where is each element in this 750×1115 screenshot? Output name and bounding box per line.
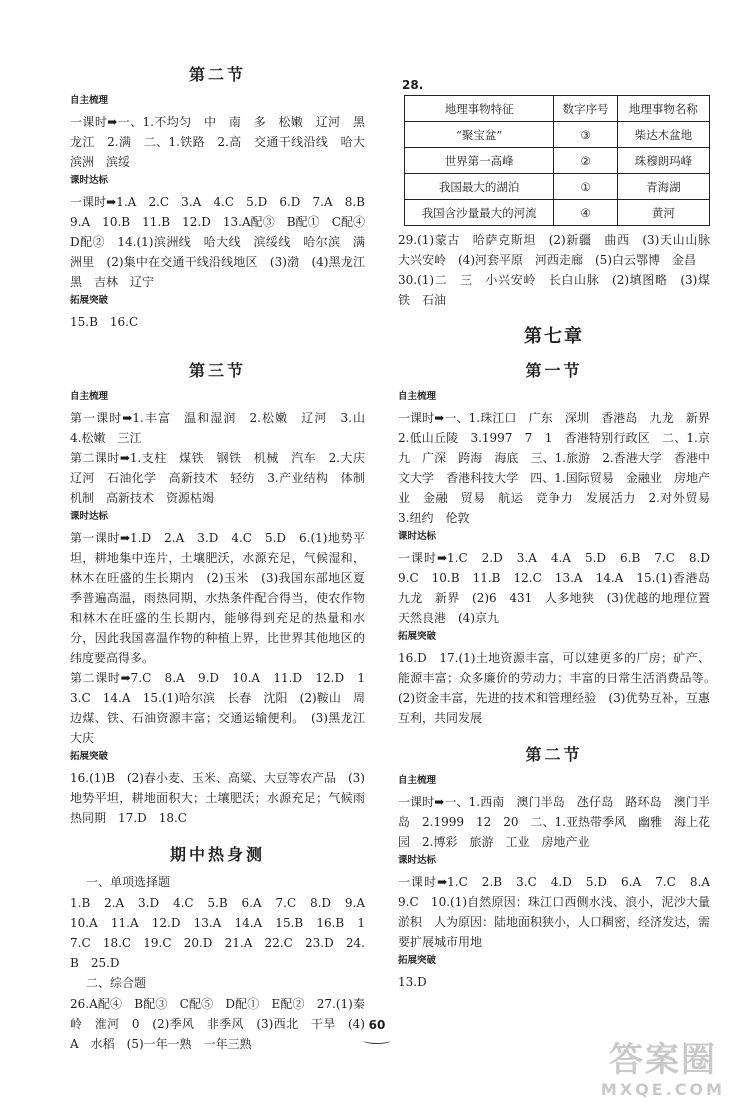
table-row [405,174,710,200]
answer-paragraph: 15.B 16.C [70,315,139,329]
answer-paragraph: 第二课时➡7.C 8.A 9.D 10.A 11.D 12.D 13.C 14.A 15.(1)哈尔滨 长春 沈阳 (2)鞍山 周边煤、铁、石油资源丰富；交通运输便利。 (3)黑龙江 大庆 [70,671,378,745]
subhead-keshi: 课时达标 [398,531,437,542]
answer-paragraph: 29.(1)蒙古 哈萨克斯坦 (2)新疆 曲西 (3)天山山脉 大兴安岭 (4)河套平原 河西走廊 (5)白云鄂博 金昌 [398,233,723,267]
answer-paragraph: 一课时➡1.C 2.B 3.C 4.D 5.D 6.A 7.C 8.A 9.C 10.(1)自然原因：珠江口西侧水浅、浪小，泥沙大量淤积 人为原因：陆地面积狭小，人口稠密，经济发达，需要扩展城市用地 [398,875,723,949]
subhead-tuozhan: 拓展突破 [398,631,437,642]
subhead-tuozhan: 拓展突破 [70,295,109,306]
table-cell: ③ [554,122,617,148]
table-cell: 我国含沙量最大的河流 [405,200,554,226]
subhead-zizhu: 自主梳理 [398,775,437,786]
answer-paragraph: 30.(1)二 三 小兴安岭 长白山脉 (2)填图略 (3)煤 铁 石油 [398,273,723,307]
table-row [405,122,710,148]
subhead-zizhu: 自主梳理 [398,391,437,402]
page-number: 60 [368,1018,386,1032]
subhead-zizhu: 自主梳理 [70,95,109,106]
table-row [405,200,710,226]
geography-table [404,95,710,226]
page-number-ornament [363,1037,391,1044]
answer-paragraph: 一课时➡1.A 2.C 3.A 4.C 5.D 6.D 7.A 8.B 9.A 10.B 11.B 12.D 13.A配③ B配① C配④ D配② 14.(1)滨洲线 哈大线 滨绥线 哈尔滨 满洲里 (2)集中在交通干线沿线地区 (3)渤 (4)黑龙江 黑 吉林 辽宁 [70,195,378,289]
table-cell: 世界第一高峰 [405,148,554,174]
answer-paragraph: 1.B 2.A 3.D 4.C 5.B 6.A 7.C 8.D 9.A 10.A 11.A 12.D 13.A 14.A 15.B 16.B 17.C 18.C 19.C 20.D 21.A 22.C 23.D 24.B 25.D [70,896,378,970]
answer-paragraph: 一课时➡一、1.西南 澳门半岛 氹仔岛 路环岛 澳门半岛 2.1999 12 20 二、1.亚热带季风 幽雅 海上花园 2.博彩 旅游 工业 房地产业 [398,795,710,849]
section-title-3: 第三节 [188,361,246,380]
part-heading: 二、综合题 [86,976,147,990]
answer-paragraph: 第一课时➡1.丰富 温和湿润 2.松嫩 辽河 3.山 4.松嫩 三江 [70,411,378,445]
table-header-cell: 地理事物名称 [617,96,709,122]
watermark-line1: 答案圈 [609,1040,717,1080]
section-title-1: 第一节 [525,361,583,380]
table-cell: 柴达木盆地 [617,122,709,148]
section-title-midterm: 期中热身测 [169,845,265,864]
part-heading: 一、单项选择题 [86,875,171,889]
answer-paragraph: 16.(1)B (2)春小麦、玉米、高粱、大豆等农产品 (3)地势平坦，耕地面积大；土壤肥沃；水源充足；气候雨热同期 17.D 18.C [70,771,365,825]
table-cell: ④ [554,200,617,226]
subhead-keshi: 课时达标 [70,175,109,186]
answer-paragraph: 一课时➡一、1.不均匀 中 南 多 松嫩 辽河 黑龙江 2.满 二、1.铁路 2.高 交通干线沿线 哈大 滨洲 滨绥 [70,115,378,169]
table-cell: 珠穆朗玛峰 [617,148,709,174]
subhead-keshi: 课时达标 [398,855,437,866]
subhead-tuozhan: 拓展突破 [398,955,437,966]
section-title-2: 第二节 [188,65,246,84]
table-row [405,148,710,174]
table-cell: “聚宝盆” [405,122,554,148]
answer-paragraph: 13.D [398,975,427,989]
chapter-title-7: 第七章 [524,326,584,347]
section-title-2-ch7: 第二节 [525,745,583,764]
table-cell: ① [554,174,617,200]
answer-paragraph: 第二课时➡1.支柱 煤铁 钢铁 机械 汽车 2.大庆 辽河 石油化学 高新技术 轻纺 3.产业结构 体制机制 高新技术 资源枯竭 [70,451,378,505]
watermark-logo [588,1040,738,1110]
answer-paragraph: 一课时➡一、1.珠江口 广东 深圳 香港岛 九龙 新界 2.低山丘陵 3.1997 7 1 香港特别行政区 二、1.京九 广深 跨海 海底 三、1.旅游 2.香港大学 香港中文大学 香港科技大学 四、1.国际贸易 金融业 房地产业 金融 贸易 航运 竞争力 发展活力 2.对外贸易 3.纽约 伦敦 [398,411,723,525]
table-cell: 青海湖 [617,174,709,200]
watermark-line2: MXQE.COM [600,1080,726,1099]
question-28-label: 28. [402,78,424,92]
answer-paragraph: 26.A配④ B配③ C配⑤ D配① E配② 27.(1)秦岭 淮河 0 (2)季风 非季风 (3)西北 干旱 (4)A 水稻 (5)一年一熟 一年三熟 [70,997,365,1051]
table-cell: ② [554,148,617,174]
subhead-tuozhan: 拓展突破 [70,751,109,762]
subhead-zizhu: 自主梳理 [70,391,109,402]
table-header-cell: 地理事物特征 [405,96,554,122]
answer-paragraph: 一课时➡1.C 2.D 3.A 4.A 5.D 6.B 7.C 8.D 9.C 10.B 11.B 12.C 13.A 14.A 15.(1)香港岛 九龙 新界 (2)6 431 人多地狭 (3)优越的地理位置 天然良港 (4)京九 [398,551,723,625]
table-header-row [405,96,710,122]
right-column [398,72,723,992]
answer-paragraph: 16.D 17.(1)土地资源丰富，可以建更多的厂房；矿产、能源丰富；众多廉价的劳动力；丰富的日常生活消费品等。 (2)资金丰富，先进的技术和管理经验 (3)优势互补，互惠互利，共同发展 [398,651,723,725]
subhead-keshi: 课时达标 [70,511,109,522]
answer-paragraph: 第一课时➡1.D 2.A 3.D 4.C 5.D 6.(1)地势平坦，耕地集中连片，土壤肥沃，水源充足，气候湿和，林木在旺盛的生长期内 (2)玉米 (3)我国东部地区夏季普遍高温，雨热同期，水热条件配合得当，使农作物和林木在旺盛的生长期内，能够得到充足的热量和水分，因此我国喜温作物的种植上界，比世界其他地区的纬度要高得多。 [70,531,365,665]
table-cell: 我国最大的湖泊 [405,174,554,200]
table-header-cell: 数字序号 [554,96,617,122]
table-cell: 黄河 [617,200,709,226]
